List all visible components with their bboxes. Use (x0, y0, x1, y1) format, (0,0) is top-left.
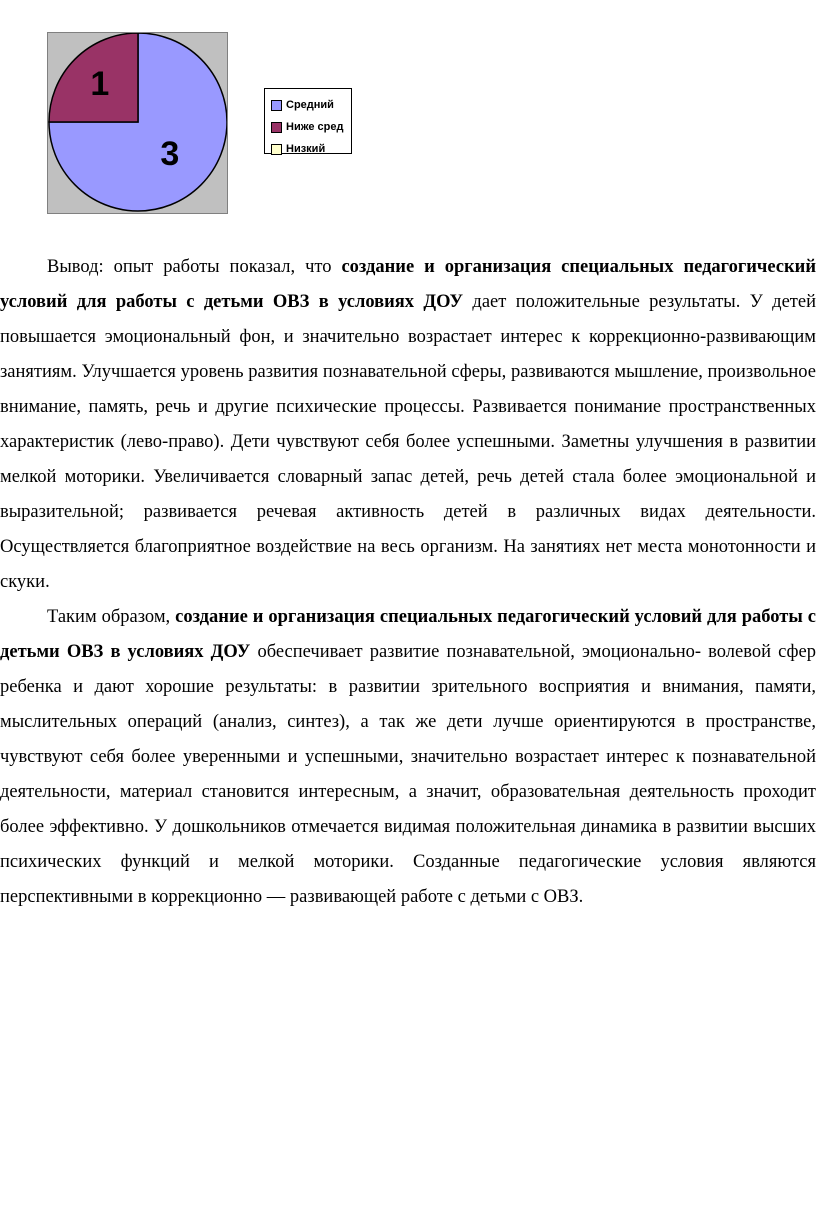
paragraph (0, 250, 816, 600)
pie-chart-svg (48, 33, 227, 213)
legend-item (271, 94, 351, 116)
paragraph-text: обеспечивает развитие познавательной, эмоционально- волевой сфер ребенка и дают хорошие результаты: в развитии зрительного восприятия и внимания, памяти, мыслительных операций (анализ, синтез), а так же дети лучше ориентируются в пространстве, чувствуют себя более уверенными и успешными, значительно возрастает интерес к познавательной деятельности, материал становится интересным, а значит, образовательная деятельность проходит более эффективно. У дошкольников отмечается видимая положительная динамика в развитии высших психических функций и мелкой моторики. Созданные педагогические условия являются перспективными в коррекционно — развивающей работе с детьми с ОВЗ. (0, 642, 816, 907)
pie-chart (47, 32, 228, 214)
legend-item (271, 116, 351, 138)
legend-item (271, 138, 351, 160)
paragraph-bold-text: создание и организация специальных педагогический условий для работы с детьми ОВЗ в условиях ДОУ (0, 257, 816, 312)
legend-label: Низкий (286, 143, 326, 155)
paragraph-text: Таким образом, (47, 607, 176, 627)
pie-data-label: 1 (90, 64, 110, 103)
paragraph-text: Вывод: опыт работы показал, что (47, 257, 342, 277)
legend-label: Средний (286, 99, 334, 111)
paragraph (0, 600, 816, 915)
legend-label: Ниже сред (286, 121, 344, 133)
paragraph-bold-text: создание и организация специальных педагогический условий для работы с детьми ОВЗ в условиях ДОУ (0, 607, 816, 662)
legend-swatch (271, 122, 282, 133)
pie-data-label: 3 (160, 134, 180, 173)
paragraph-text: дает положительные результаты. У детей повышается эмоциональный фон, и значительно возрастает интерес к коррекционно-развивающим занятиям. Улучшается уровень развития познавательной сферы, развиваются мышление, произвольное внимание, память, речь и другие психические процессы. Развивается понимание пространственных характеристик (лево-право). Дети чувствуют себя более успешными. Заметны улучшения в развитии мелкой моторики. Увеличивается словарный запас детей, речь детей стала более эмоциональной и выразительной; развивается речевая активность детей в различных видах деятельности. Осуществляется благоприятное воздействие на весь организм. На занятиях нет места монотонности и скуки. (0, 292, 816, 592)
chart-legend (264, 88, 352, 154)
legend-swatch (271, 100, 282, 111)
legend-swatch (271, 144, 282, 155)
conclusion-text (0, 250, 816, 915)
